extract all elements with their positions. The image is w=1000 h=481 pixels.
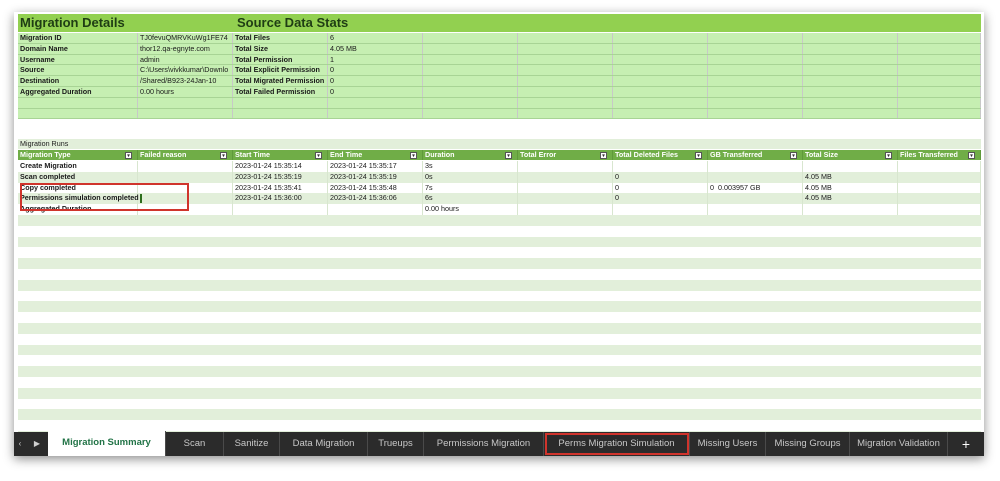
duration-cell[interactable]: 6s: [423, 193, 518, 204]
filter-dropdown-icon[interactable]: ▾: [968, 152, 975, 159]
grid-cell[interactable]: [898, 44, 981, 54]
migration-detail-label[interactable]: Migration ID: [18, 33, 138, 43]
total-size-cell[interactable]: 4.05 MB: [803, 183, 898, 194]
runs-column-header[interactable]: [898, 150, 981, 160]
blank-info-row: [18, 98, 981, 109]
runs-column-header[interactable]: [328, 150, 423, 160]
migration-runs-title: Migration Runs: [20, 139, 69, 148]
grid-cell[interactable]: [708, 65, 803, 75]
grid-cell[interactable]: [423, 44, 518, 54]
column-header-label: Start Time: [235, 150, 271, 159]
grid-cell[interactable]: [708, 87, 803, 97]
start-time-cell[interactable]: 2023-01-24 15:35:19: [233, 172, 328, 183]
grid-cell[interactable]: [803, 76, 898, 86]
runs-column-header[interactable]: [423, 150, 518, 160]
runs-column-header[interactable]: [803, 150, 898, 160]
migration-detail-value[interactable]: thor12.qa-egnyte.com: [138, 44, 233, 54]
start-time-cell[interactable]: 2023-01-24 15:36:00: [233, 193, 328, 204]
spreadsheet-window: [14, 12, 984, 456]
column-header-label: Total Size: [805, 150, 839, 159]
column-header-label: Duration: [425, 150, 455, 159]
source-stat-value[interactable]: 0: [328, 76, 423, 86]
migration-runs-title-row: [18, 139, 981, 149]
migration-detail-value[interactable]: admin: [138, 55, 233, 65]
grid-cell[interactable]: [233, 204, 328, 215]
source-stat-value[interactable]: [328, 109, 423, 119]
filter-dropdown-icon[interactable]: ▾: [600, 152, 607, 159]
grid-cell[interactable]: [518, 76, 613, 86]
grid-cell[interactable]: [708, 55, 803, 65]
chevron-left-icon[interactable]: ‹: [18, 439, 22, 448]
empty-row: [18, 334, 981, 345]
failed-reason-cell[interactable]: [138, 161, 233, 172]
total-error-cell[interactable]: [518, 183, 613, 194]
grid-cell[interactable]: [708, 109, 803, 119]
empty-row: [18, 377, 981, 388]
migration-detail-value[interactable]: [138, 109, 233, 119]
sheet-tab[interactable]: Sanitize: [224, 432, 280, 456]
add-sheet-button[interactable]: +: [961, 436, 971, 452]
aggregated-duration-label[interactable]: Aggregated Duration: [18, 204, 138, 215]
total-deleted-files-cell[interactable]: 0: [613, 183, 708, 194]
column-header-label: End Time: [330, 150, 363, 159]
grid-cell[interactable]: [613, 44, 708, 54]
filter-dropdown-icon[interactable]: ▾: [410, 152, 417, 159]
total-size-cell[interactable]: 4.05 MB: [803, 172, 898, 183]
filter-dropdown-icon[interactable]: ▾: [220, 152, 227, 159]
info-row: [18, 65, 981, 76]
total-size-cell[interactable]: 4.05 MB: [803, 193, 898, 204]
gb-transferred-count: 0: [710, 182, 714, 192]
sheet-tab[interactable]: Migration Validation: [850, 432, 948, 456]
grid-cell[interactable]: [803, 33, 898, 43]
source-stat-label[interactable]: Total Permission: [233, 55, 328, 65]
migration-type-cell[interactable]: Copy completed: [18, 183, 138, 194]
grid-cell[interactable]: [518, 55, 613, 65]
grid-cell[interactable]: [423, 55, 518, 65]
grid-cell[interactable]: [423, 87, 518, 97]
migration-detail-label[interactable]: [18, 109, 138, 119]
sheet-tab[interactable]: Permissions Migration: [424, 432, 544, 456]
gb-transferred-cell[interactable]: [708, 172, 803, 183]
grid-cell[interactable]: [613, 33, 708, 43]
title-row: [18, 14, 981, 32]
grid-cell[interactable]: [613, 109, 708, 119]
gb-transferred-cell[interactable]: [708, 183, 803, 194]
grid-cell[interactable]: [708, 33, 803, 43]
source-stat-label[interactable]: Total Failed Permission: [233, 87, 328, 97]
migration-detail-value[interactable]: TJ0fevuQMRVKuWg1FE74: [138, 33, 233, 43]
source-data-stats-title: Source Data Stats: [237, 15, 349, 30]
column-header-label: GB Transferred: [710, 150, 763, 159]
source-stat-value[interactable]: 1: [328, 55, 423, 65]
gb-transferred-amount: 0.003957 GB: [718, 182, 761, 192]
grid-cell[interactable]: [518, 109, 613, 119]
empty-row: [18, 366, 981, 377]
empty-row: [18, 291, 981, 302]
source-stat-value[interactable]: 0: [328, 87, 423, 97]
grid-cell[interactable]: [518, 87, 613, 97]
migration-type-cell[interactable]: Scan completed: [18, 172, 138, 183]
sheet-tab-bar: [14, 432, 984, 456]
runs-column-header[interactable]: [708, 150, 803, 160]
source-stat-label[interactable]: Total Size: [233, 44, 328, 54]
empty-row: [18, 247, 981, 258]
table-row: [18, 172, 981, 183]
grid-cell[interactable]: [423, 65, 518, 75]
files-transferred-cell[interactable]: [898, 172, 981, 183]
empty-row: [18, 409, 981, 420]
info-row: [18, 55, 981, 66]
migration-detail-value[interactable]: /Shared/B923-24Jan-10: [138, 76, 233, 86]
gb-transferred-cell[interactable]: [708, 161, 803, 172]
source-stat-label[interactable]: [233, 98, 328, 108]
empty-row: [18, 269, 981, 280]
grid-cell[interactable]: [803, 87, 898, 97]
grid-cell[interactable]: [898, 65, 981, 75]
grid-cell[interactable]: [898, 204, 981, 215]
grid-cell[interactable]: [518, 33, 613, 43]
grid-cell[interactable]: [898, 55, 981, 65]
empty-row: [18, 237, 981, 248]
source-stat-value[interactable]: 0: [328, 65, 423, 75]
duration-cell[interactable]: 0s: [423, 172, 518, 183]
empty-row: [18, 323, 981, 334]
runs-column-header[interactable]: [138, 150, 233, 160]
empty-row: [18, 355, 981, 366]
end-time-cell[interactable]: 2023-01-24 15:35:17: [328, 161, 423, 172]
sheet-tab[interactable]: Migration Summary: [48, 431, 166, 456]
filter-dropdown-icon[interactable]: ▾: [885, 152, 892, 159]
migration-detail-label[interactable]: [18, 98, 138, 108]
grid-cell[interactable]: [613, 76, 708, 86]
column-header-label: Total Error: [520, 150, 557, 159]
total-error-cell[interactable]: [518, 161, 613, 172]
grid-cell[interactable]: [423, 98, 518, 108]
runs-column-header[interactable]: [18, 150, 138, 160]
end-time-cell[interactable]: 2023-01-24 15:36:06: [328, 193, 423, 204]
empty-row: [18, 345, 981, 356]
empty-row: [18, 280, 981, 291]
empty-row: [18, 388, 981, 399]
grid-cell[interactable]: [518, 204, 613, 215]
start-time-cell[interactable]: 2023-01-24 15:35:41: [233, 183, 328, 194]
grid-cell[interactable]: [518, 98, 613, 108]
duration-cell[interactable]: 7s: [423, 183, 518, 194]
grid-cell[interactable]: [898, 109, 981, 119]
empty-row: [18, 258, 981, 269]
total-error-cell[interactable]: [518, 193, 613, 204]
filter-dropdown-icon[interactable]: ▾: [505, 152, 512, 159]
total-deleted-files-cell[interactable]: 0: [613, 193, 708, 204]
sheet-grid: [18, 14, 981, 432]
spacer-row: [18, 129, 981, 139]
filter-dropdown-icon[interactable]: ▾: [790, 152, 797, 159]
grid-cell[interactable]: [708, 44, 803, 54]
grid-cell[interactable]: [803, 55, 898, 65]
grid-cell[interactable]: [518, 44, 613, 54]
grid-cell[interactable]: [708, 76, 803, 86]
grid-cell[interactable]: [613, 87, 708, 97]
grid-cell[interactable]: [898, 76, 981, 86]
grid-cell[interactable]: [708, 98, 803, 108]
grid-cell[interactable]: [708, 204, 803, 215]
filter-dropdown-icon[interactable]: ▾: [315, 152, 322, 159]
end-time-cell[interactable]: 2023-01-24 15:35:48: [328, 183, 423, 194]
grid-cell[interactable]: [803, 98, 898, 108]
aggregated-duration-value[interactable]: 0.00 hours: [423, 204, 518, 215]
sheet-tab[interactable]: Scan: [166, 432, 224, 456]
migration-detail-label[interactable]: Aggregated Duration: [18, 87, 138, 97]
info-row: [18, 44, 981, 55]
info-row: [18, 33, 981, 44]
migration-detail-label[interactable]: Username: [18, 55, 138, 65]
migration-type-cell[interactable]: Create Migration: [18, 161, 138, 172]
migration-detail-label[interactable]: Destination: [18, 76, 138, 86]
grid-cell[interactable]: [423, 76, 518, 86]
sheet-tab[interactable]: Perms Migration Simulation: [544, 432, 690, 456]
grid-cell[interactable]: [328, 204, 423, 215]
grid-cell[interactable]: [613, 204, 708, 215]
grid-cell[interactable]: [613, 55, 708, 65]
source-stat-label[interactable]: Total Files: [233, 33, 328, 43]
grid-cell[interactable]: [803, 65, 898, 75]
files-transferred-cell[interactable]: [898, 161, 981, 172]
grid-cell[interactable]: [613, 65, 708, 75]
sheet-tab[interactable]: Trueups: [368, 432, 424, 456]
grid-cell[interactable]: [803, 109, 898, 119]
grid-cell[interactable]: [518, 65, 613, 75]
total-deleted-files-cell[interactable]: [613, 161, 708, 172]
source-stat-value[interactable]: [328, 98, 423, 108]
migration-details-title: Migration Details: [20, 15, 125, 30]
empty-row: [18, 399, 981, 410]
runs-column-header[interactable]: [233, 150, 328, 160]
source-stat-label[interactable]: [233, 109, 328, 119]
column-header-label: Total Deleted Files: [615, 150, 678, 159]
sheet-tab[interactable]: Data Migration: [280, 432, 368, 456]
migration-detail-label[interactable]: Domain Name: [18, 44, 138, 54]
duration-cell[interactable]: 3s: [423, 161, 518, 172]
migration-detail-value[interactable]: 0.00 hours: [138, 87, 233, 97]
filter-dropdown-icon[interactable]: ▾: [125, 152, 132, 159]
total-error-cell[interactable]: [518, 172, 613, 183]
grid-cell[interactable]: [898, 98, 981, 108]
empty-row: [18, 301, 981, 312]
sheet-tab[interactable]: Missing Groups: [766, 432, 850, 456]
grid-cell[interactable]: [803, 44, 898, 54]
migration-detail-value[interactable]: C:\Users\vivkkumar\Downlo: [138, 65, 233, 75]
info-row: [18, 76, 981, 87]
filter-dropdown-icon[interactable]: ▾: [695, 152, 702, 159]
source-stat-label[interactable]: Total Explicit Permission: [233, 65, 328, 75]
runs-column-header[interactable]: [613, 150, 708, 160]
empty-row: [18, 215, 981, 226]
migration-type-cell[interactable]: Permissions simulation completed: [18, 193, 138, 204]
files-transferred-cell[interactable]: [898, 183, 981, 194]
table-row: [18, 161, 981, 172]
end-time-cell[interactable]: 2023-01-24 15:35:19: [328, 172, 423, 183]
source-stat-value[interactable]: 6: [328, 33, 423, 43]
start-time-cell[interactable]: 2023-01-24 15:35:14: [233, 161, 328, 172]
failed-reason-cell[interactable]: [138, 172, 233, 183]
empty-row: [18, 312, 981, 323]
source-stat-value[interactable]: 4.05 MB: [328, 44, 423, 54]
total-deleted-files-cell[interactable]: 0: [613, 172, 708, 183]
column-header-label: Migration Type: [20, 150, 71, 159]
sheet-tab[interactable]: Missing Users: [690, 432, 766, 456]
runs-header-row: [18, 150, 981, 160]
grid-cell[interactable]: [613, 98, 708, 108]
empty-row: [18, 226, 981, 237]
total-size-cell[interactable]: [803, 161, 898, 172]
gb-transferred-cell[interactable]: [708, 193, 803, 204]
files-transferred-cell[interactable]: [898, 193, 981, 204]
column-header-label: Failed reason: [140, 150, 187, 159]
migration-detail-value[interactable]: [138, 98, 233, 108]
column-header-label: Files Transferred: [900, 150, 958, 159]
play-right-icon[interactable]: ▶: [33, 439, 41, 448]
empty-row: [18, 420, 981, 431]
migration-detail-label[interactable]: Source: [18, 65, 138, 75]
selected-cell-highlight: [20, 183, 189, 211]
runs-column-header[interactable]: [518, 150, 613, 160]
grid-cell[interactable]: [423, 33, 518, 43]
source-stat-label[interactable]: Total Migrated Permission: [233, 76, 328, 86]
grid-cell[interactable]: [803, 204, 898, 215]
blank-info-row: [18, 109, 981, 120]
grid-cell[interactable]: [898, 87, 981, 97]
grid-cell[interactable]: [898, 33, 981, 43]
grid-cell[interactable]: [423, 109, 518, 119]
info-row: [18, 87, 981, 98]
